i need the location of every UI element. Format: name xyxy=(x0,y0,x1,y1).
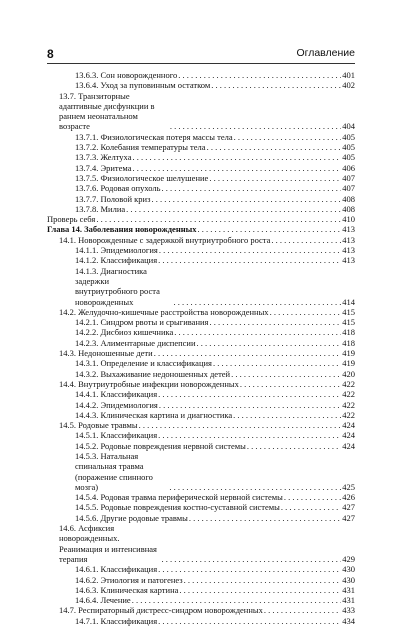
toc-entry-title: 14.4.1. Классификация xyxy=(75,389,158,400)
toc-leader-dots xyxy=(159,400,341,410)
toc-leader-dots xyxy=(264,605,341,615)
toc-entry-page: 415 xyxy=(342,317,355,328)
toc-entry[interactable] xyxy=(47,163,355,173)
toc-leader-dots xyxy=(207,142,342,152)
toc-entry-page: 419 xyxy=(342,358,355,369)
toc-entry-title: 14.6.1. Классификация xyxy=(75,564,158,575)
toc-entry-title: 14.5.5. Родовые повреждения костно-суставной системы xyxy=(75,502,280,513)
toc-entry-title: 14.1.3. Диагностика задержки внутриутробного роста новорожденных xyxy=(75,265,160,307)
toc-entry-title: 14.5.4. Родовая травма периферической нервной системы xyxy=(75,492,283,503)
toc-leader-dots xyxy=(271,235,341,245)
toc-entry-page: 414 xyxy=(342,296,355,307)
toc-entry-page: 418 xyxy=(342,337,355,348)
toc-leader-dots xyxy=(233,410,341,420)
toc-entry-title: 14.2.2. Дисбиоз кишечника xyxy=(75,327,174,338)
toc-entry[interactable] xyxy=(47,91,355,132)
toc-entry-page: 431 xyxy=(342,584,355,595)
toc-entry[interactable] xyxy=(47,358,355,368)
table-of-contents xyxy=(47,70,355,626)
toc-entry-page: 415 xyxy=(342,306,355,317)
toc-entry[interactable] xyxy=(47,492,355,502)
toc-entry-title: 14.6.3. Клиническая картина xyxy=(75,584,179,595)
toc-entry[interactable] xyxy=(47,338,355,348)
toc-entry[interactable] xyxy=(47,523,355,564)
toc-entry[interactable] xyxy=(47,142,355,152)
toc-leader-dots xyxy=(281,502,341,512)
toc-entry-title: 14.2.3. Алиментарные диспепсии xyxy=(75,337,196,348)
toc-entry-page: 413 xyxy=(342,255,355,266)
toc-entry-title: 13.7.6. Родовая опухоль xyxy=(75,183,161,194)
toc-leader-dots xyxy=(159,245,341,255)
toc-leader-dots xyxy=(231,369,341,379)
toc-leader-dots xyxy=(179,585,341,595)
toc-entry-title: 14.6. Асфиксия новорожденных. Реанимация и интенсивная терапия xyxy=(59,523,157,564)
toc-entry-page: 429 xyxy=(342,553,355,564)
toc-leader-dots xyxy=(178,70,341,80)
toc-entry[interactable] xyxy=(47,204,355,214)
toc-entry[interactable] xyxy=(47,348,355,358)
toc-entry[interactable] xyxy=(47,575,355,585)
toc-entry-title: 13.7.7. Половой криз xyxy=(75,193,151,204)
toc-entry-title: 14.4.3. Клиническая картина и диагностика xyxy=(75,409,233,420)
toc-entry[interactable] xyxy=(47,616,355,626)
toc-entry-title: 14.4.2. Эпидемиология xyxy=(75,399,158,410)
toc-entry[interactable] xyxy=(47,173,355,183)
toc-leader-dots xyxy=(197,338,342,348)
toc-entry-title: 13.7.8. Милиа xyxy=(75,203,126,214)
toc-entry-title: Проверь себя xyxy=(47,214,96,225)
header-rule xyxy=(47,63,355,64)
toc-leader-dots xyxy=(240,379,341,389)
toc-entry-page: 408 xyxy=(342,203,355,214)
toc-entry-page: 418 xyxy=(342,327,355,338)
toc-entry-page: 406 xyxy=(342,162,355,173)
toc-entry-page: 402 xyxy=(342,80,355,91)
toc-entry-page: 422 xyxy=(342,378,355,389)
toc-leader-dots xyxy=(158,616,341,626)
toc-entry-title: 14.5.2. Родовые повреждения нервной системы xyxy=(75,440,246,451)
toc-entry-page: 422 xyxy=(342,399,355,410)
toc-entry-page: 407 xyxy=(342,183,355,194)
toc-entry-page: 410 xyxy=(342,214,355,225)
toc-entry[interactable] xyxy=(47,183,355,193)
toc-entry-page: 405 xyxy=(342,131,355,142)
toc-entry-title: 14.5.6. Другие родовые травмы xyxy=(75,512,188,523)
toc-entry-page: 413 xyxy=(342,234,355,245)
toc-entry[interactable] xyxy=(47,451,355,492)
toc-leader-dots xyxy=(247,441,341,451)
toc-entry-title: 13.7. Транзиторные адаптивные дисфункции в раннем неонатальном возрасте xyxy=(59,90,155,132)
toc-leader-dots xyxy=(234,132,342,142)
toc-entry-page: 426 xyxy=(342,492,355,503)
toc-entry[interactable] xyxy=(47,132,355,142)
toc-leader-dots xyxy=(184,575,342,585)
toc-entry[interactable] xyxy=(47,70,355,80)
toc-entry-page: 424 xyxy=(342,430,355,441)
toc-leader-dots xyxy=(151,194,341,204)
toc-entry-title: 14.2.1. Синдром рвоты и срыгивания xyxy=(75,317,209,328)
toc-entry-page: 404 xyxy=(342,121,355,132)
toc-entry-page: 424 xyxy=(342,440,355,451)
toc-leader-dots xyxy=(133,163,342,173)
toc-entry-title: 13.7.5. Физиологическое шелушение xyxy=(75,172,209,183)
toc-leader-dots xyxy=(158,255,341,265)
toc-leader-dots xyxy=(132,152,341,162)
toc-entry-page: 422 xyxy=(342,409,355,420)
toc-leader-dots xyxy=(198,224,342,234)
toc-entry-title: 14.5.1. Классификация xyxy=(75,430,158,441)
toc-entry-title: 14.1.2. Классификация xyxy=(75,255,158,266)
toc-leader-dots xyxy=(211,80,341,90)
toc-entry-title: 14.3.2. Выхаживание недоношенных детей xyxy=(75,368,231,379)
toc-entry-title: Глава 14. Заболевания новорожденных xyxy=(47,224,197,235)
toc-entry-page: 419 xyxy=(342,348,355,359)
toc-entry-title: 14.5.3. Натальная спинальная травма (поражение спинного мозга) xyxy=(75,450,153,492)
toc-entry[interactable] xyxy=(47,245,355,255)
toc-entry-title: 13.6.3. Сон новорожденного xyxy=(75,70,178,80)
toc-entry[interactable] xyxy=(47,235,355,245)
toc-leader-dots xyxy=(139,420,342,430)
page-number: 8 xyxy=(47,47,54,61)
toc-entry-title: 14.2. Желудочно-кишечные расстройства новорожденных xyxy=(59,306,269,317)
toc-entry-title: 13.7.4. Эритема xyxy=(75,162,132,173)
toc-entry-page: 407 xyxy=(342,172,355,183)
toc-entry[interactable] xyxy=(47,410,355,420)
toc-entry-page: 405 xyxy=(342,152,355,163)
toc-entry[interactable] xyxy=(47,80,355,90)
toc-entry-page: 430 xyxy=(342,564,355,575)
toc-leader-dots xyxy=(284,492,341,502)
toc-leader-dots xyxy=(189,513,341,523)
toc-entry[interactable] xyxy=(47,420,355,430)
toc-entry-page: 434 xyxy=(342,615,355,626)
toc-entry[interactable] xyxy=(47,400,355,410)
toc-entry-page: 431 xyxy=(342,595,355,606)
toc-entry[interactable] xyxy=(47,585,355,595)
toc-entry-title: 13.6.4. Уход за пуповинным остатком xyxy=(75,80,211,91)
toc-entry-page: 401 xyxy=(342,70,355,80)
toc-entry-title: 14.1.1. Эпидемиология xyxy=(75,245,158,256)
toc-leader-dots xyxy=(169,482,341,492)
toc-entry[interactable] xyxy=(47,194,355,204)
toc-leader-dots xyxy=(154,348,342,358)
toc-entry-title: 14.6.4. Лечение xyxy=(75,595,131,606)
toc-entry[interactable] xyxy=(47,513,355,523)
toc-leader-dots xyxy=(158,430,341,440)
toc-entry-page: 422 xyxy=(342,389,355,400)
toc-entry[interactable] xyxy=(47,327,355,337)
toc-entry-page: 427 xyxy=(342,502,355,513)
toc-leader-dots xyxy=(209,317,341,327)
toc-leader-dots xyxy=(170,121,341,131)
toc-entry[interactable] xyxy=(47,214,355,224)
toc-entry-page: 427 xyxy=(342,512,355,523)
toc-entry-title: 14.3.1. Определение и классификация xyxy=(75,358,212,369)
toc-entry-page: 420 xyxy=(342,368,355,379)
toc-leader-dots xyxy=(132,595,342,605)
toc-entry[interactable] xyxy=(47,152,355,162)
toc-entry[interactable] xyxy=(47,369,355,379)
toc-entry[interactable] xyxy=(47,502,355,512)
toc-leader-dots xyxy=(126,204,341,214)
toc-entry-title: 14.5. Родовые травмы xyxy=(59,420,138,431)
toc-leader-dots xyxy=(213,358,341,368)
toc-entry-page: 425 xyxy=(342,481,355,492)
running-head: Оглавление xyxy=(296,47,355,59)
toc-entry[interactable] xyxy=(47,605,355,615)
toc-leader-dots xyxy=(161,554,341,564)
toc-entry-page: 424 xyxy=(342,420,355,431)
toc-entry-page: 408 xyxy=(342,193,355,204)
toc-entry-title: 14.6.2. Этиология и патогенез xyxy=(75,574,183,585)
toc-entry-page: 405 xyxy=(342,142,355,153)
toc-entry[interactable] xyxy=(47,564,355,574)
toc-entry-page: 430 xyxy=(342,574,355,585)
toc-entry[interactable] xyxy=(47,441,355,451)
toc-entry[interactable] xyxy=(47,307,355,317)
toc-entry-title: 14.7. Респираторный дистресс-синдром новорожденных xyxy=(59,605,263,616)
toc-leader-dots xyxy=(158,564,341,574)
toc-entry-title: 14.7.1. Классификация xyxy=(75,615,158,626)
toc-entry-title: 13.7.1. Физиологическая потеря массы тела xyxy=(75,131,233,142)
toc-entry[interactable] xyxy=(47,430,355,440)
toc-entry-title: 14.1. Новорожденные с задержкой внутриутробного роста xyxy=(59,234,271,245)
toc-entry-page: 433 xyxy=(342,605,355,616)
toc-leader-dots xyxy=(209,173,341,183)
toc-entry[interactable] xyxy=(47,379,355,389)
toc-entry-title: 14.3. Недоношенные дети xyxy=(59,348,153,359)
toc-entry-title: 14.4. Внутриутробные инфекции новорожденных xyxy=(59,378,239,389)
toc-leader-dots xyxy=(173,297,341,307)
toc-leader-dots xyxy=(158,389,341,399)
toc-entry[interactable] xyxy=(47,595,355,605)
toc-entry[interactable] xyxy=(47,317,355,327)
toc-chapter-entry[interactable] xyxy=(47,224,355,234)
toc-entry-title: 13.7.3. Желтуха xyxy=(75,152,132,163)
toc-entry-page: 413 xyxy=(342,224,355,235)
toc-entry-page: 413 xyxy=(342,245,355,256)
toc-entry-title: 13.7.2. Колебания температуры тела xyxy=(75,142,206,153)
toc-entry[interactable] xyxy=(47,255,355,265)
toc-leader-dots xyxy=(96,214,341,224)
page-header xyxy=(47,47,355,63)
toc-leader-dots xyxy=(162,183,342,193)
toc-entry[interactable] xyxy=(47,389,355,399)
toc-leader-dots xyxy=(174,327,341,337)
toc-entry[interactable] xyxy=(47,266,355,307)
toc-leader-dots xyxy=(270,307,342,317)
